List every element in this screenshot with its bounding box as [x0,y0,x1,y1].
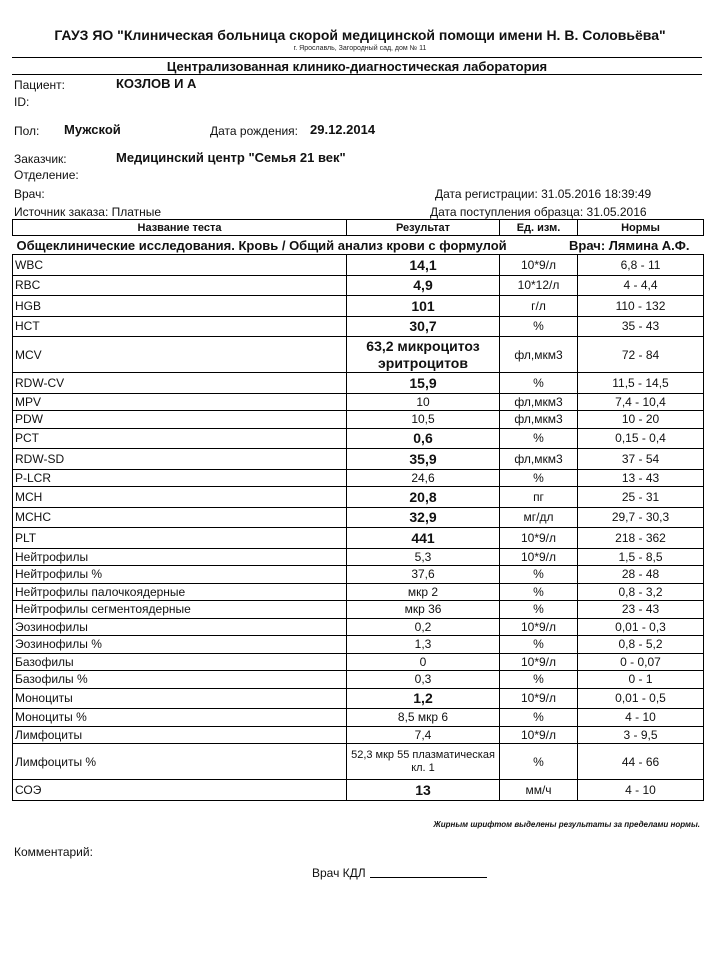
test-norm: 218 - 362 [578,528,704,549]
test-unit: мг/дл [500,507,578,528]
test-name: MCHC [13,507,347,528]
col-header-unit: Ед. изм. [500,220,578,236]
test-unit: % [500,744,578,780]
test-name: HCT [13,316,347,337]
test-norm: 28 - 48 [578,566,704,584]
test-name: MPV [13,393,347,411]
test-unit: пг [500,487,578,508]
patient-name: КОЗЛОВ И А [116,76,197,91]
test-unit: % [500,601,578,619]
test-norm: 3 - 9,5 [578,726,704,744]
test-name: MCH [13,487,347,508]
test-name: Базофилы [13,653,347,671]
test-norm: 4 - 10 [578,709,704,727]
test-norm: 13 - 43 [578,469,704,487]
results-table [12,219,704,801]
department-label: Отделение: [14,168,79,182]
patient-label: Пациент: [14,78,66,92]
table-row [13,393,704,411]
test-name: PCT [13,428,347,449]
test-unit: мм/ч [500,780,578,801]
col-header-result: Результат [347,220,500,236]
test-unit: % [500,583,578,601]
test-name: Базофилы % [13,671,347,689]
table-row [13,780,704,801]
table-row [13,449,704,470]
table-row [13,709,704,727]
test-name: P-LCR [13,469,347,487]
test-name: Нейтрофилы % [13,566,347,584]
test-norm: 10 - 20 [578,411,704,429]
table-row [13,275,704,296]
table-row [13,636,704,654]
sex-label: Пол: [14,124,40,138]
test-unit: фл,мкм3 [500,449,578,470]
test-norm: 7,4 - 10,4 [578,393,704,411]
test-name: Нейтрофилы палочкоядерные [13,583,347,601]
test-result: 7,4 [347,726,500,744]
table-row [13,583,704,601]
signature-label: Врач КДЛ [312,866,366,880]
test-unit: 10*9/л [500,688,578,709]
table-row [13,469,704,487]
test-unit: 10*9/л [500,528,578,549]
test-result: 63,2 микроцитоз эритроцитов [347,337,500,373]
test-name: Нейтрофилы сегментоядерные [13,601,347,619]
test-name: Лимфоциты % [13,744,347,780]
test-norm: 6,8 - 11 [578,255,704,276]
test-unit: 10*9/л [500,726,578,744]
test-unit: % [500,636,578,654]
test-name: PLT [13,528,347,549]
test-name: RDW-CV [13,373,347,394]
table-row [13,411,704,429]
table-row [13,507,704,528]
test-norm: 110 - 132 [578,296,704,317]
registration-date: Дата регистрации: 31.05.2016 18:39:49 [435,187,652,201]
test-unit: 10*9/л [500,618,578,636]
order-source: Источник заказа: Платные [14,205,162,219]
test-norm: 0,8 - 3,2 [578,583,704,601]
comment-label: Комментарий: [14,845,93,859]
id-label: ID: [14,95,30,109]
section-row [13,236,704,255]
test-result: 1,3 [347,636,500,654]
test-norm: 0,15 - 0,4 [578,428,704,449]
sample-date: Дата поступления образца: 31.05.2016 [430,205,647,219]
lab-name: Централизованная клинико-диагностическая лаборатория [166,59,548,74]
test-name: PDW [13,411,347,429]
test-result: 52,3 мкр 55 плазматическая кл. 1 [347,744,500,780]
customer-value: Медицинский центр "Семья 21 век" [116,150,346,165]
doctor-label: Врач: [14,187,45,201]
test-result: мкр 2 [347,583,500,601]
test-unit: 10*12/л [500,275,578,296]
test-unit: % [500,709,578,727]
test-norm: 0,01 - 0,3 [578,618,704,636]
test-name: Лимфоциты [13,726,347,744]
hospital-address: г. Ярославль, Загородный сад, дом № 11 [293,45,427,52]
section-doctor: Врач: Лямина А.Ф. [569,237,690,253]
test-result: 13 [347,780,500,801]
divider [12,57,702,58]
test-name: СОЭ [13,780,347,801]
test-result: 10 [347,393,500,411]
test-norm: 44 - 66 [578,744,704,780]
table-row [13,601,704,619]
test-name: Моноциты [13,688,347,709]
col-header-norm: Нормы [578,220,704,236]
test-result: 15,9 [347,373,500,394]
signature-line [370,877,487,878]
dob-value: 29.12.2014 [310,122,376,137]
table-row [13,653,704,671]
test-unit: % [500,566,578,584]
test-result: 0 [347,653,500,671]
table-row [13,688,704,709]
table-row [13,337,704,373]
test-result: 4,9 [347,275,500,296]
test-norm: 25 - 31 [578,487,704,508]
table-row [13,548,704,566]
test-result: 35,9 [347,449,500,470]
test-result: 37,6 [347,566,500,584]
table-row [13,487,704,508]
test-norm: 35 - 43 [578,316,704,337]
test-result: 32,9 [347,507,500,528]
test-unit: фл,мкм3 [500,393,578,411]
test-unit: 10*9/л [500,548,578,566]
test-name: Эозинофилы % [13,636,347,654]
test-unit: г/л [500,296,578,317]
table-row [13,316,704,337]
test-name: RBC [13,275,347,296]
test-result: 441 [347,528,500,549]
table-header-row [13,220,704,236]
test-result: 0,6 [347,428,500,449]
test-name: WBC [13,255,347,276]
hospital-name: ГАУЗ ЯО "Клиническая больница скорой медицинской помощи имени Н. В. Соловьёва" [54,27,666,43]
test-norm: 72 - 84 [578,337,704,373]
test-result: 5,3 [347,548,500,566]
test-norm: 1,5 - 8,5 [578,548,704,566]
test-result: 24,6 [347,469,500,487]
test-result: 1,2 [347,688,500,709]
test-name: Моноциты % [13,709,347,727]
test-norm: 11,5 - 14,5 [578,373,704,394]
table-row [13,373,704,394]
test-name: MCV [13,337,347,373]
test-name: Нейтрофилы [13,548,347,566]
test-unit: 10*9/л [500,653,578,671]
test-norm: 0,01 - 0,5 [578,688,704,709]
test-result: 0,3 [347,671,500,689]
test-norm: 29,7 - 30,3 [578,507,704,528]
test-norm: 23 - 43 [578,601,704,619]
table-row [13,255,704,276]
table-row [13,528,704,549]
test-result: 101 [347,296,500,317]
test-result: 10,5 [347,411,500,429]
test-result: 30,7 [347,316,500,337]
test-norm: 0 - 1 [578,671,704,689]
test-norm: 37 - 54 [578,449,704,470]
legend-note: Жирным шрифтом выделены результаты за пределами нормы. [433,820,700,829]
test-unit: фл,мкм3 [500,411,578,429]
sex-value: Мужской [64,122,121,137]
customer-label: Заказчик: [14,152,67,166]
dob-label: Дата рождения: [210,124,298,138]
table-row [13,618,704,636]
table-row [13,296,704,317]
test-unit: % [500,316,578,337]
test-unit: % [500,428,578,449]
test-result: 14,1 [347,255,500,276]
test-name: Эозинофилы [13,618,347,636]
table-row [13,428,704,449]
test-result: 8,5 мкр 6 [347,709,500,727]
table-row [13,744,704,780]
test-unit: % [500,469,578,487]
test-norm: 4 - 4,4 [578,275,704,296]
test-unit: фл,мкм3 [500,337,578,373]
table-row [13,566,704,584]
test-norm: 0,8 - 5,2 [578,636,704,654]
test-result: мкр 36 [347,601,500,619]
table-row [13,671,704,689]
table-row [13,726,704,744]
test-result: 0,2 [347,618,500,636]
test-unit: 10*9/л [500,255,578,276]
test-norm: 4 - 10 [578,780,704,801]
section-title: Общеклинические исследования. Кровь / Общий анализ крови с формулой [16,237,507,253]
test-name: RDW-SD [13,449,347,470]
col-header-test: Название теста [13,220,347,236]
divider [12,74,702,75]
test-name: HGB [13,296,347,317]
test-unit: % [500,373,578,394]
test-unit: % [500,671,578,689]
test-norm: 0 - 0,07 [578,653,704,671]
test-result: 20,8 [347,487,500,508]
